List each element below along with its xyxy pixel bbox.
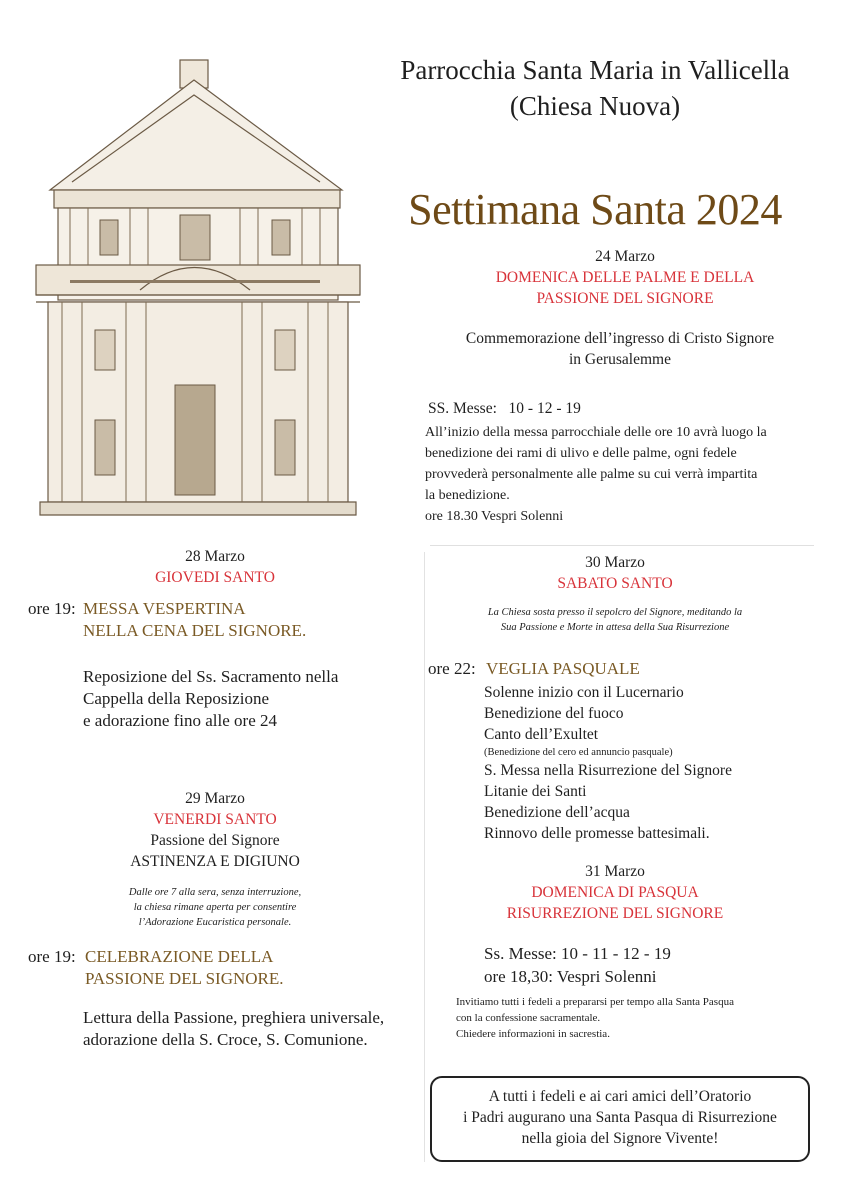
palm-sunday-subtitle [425, 328, 815, 370]
palm-sunday-name-2: PASSIONE DEL SIGNORE [536, 290, 714, 307]
good-friday-note-2: la chiesa rimane aperta per consentire [133, 902, 297, 913]
holy-thursday-date: 28 Marzo [185, 548, 245, 565]
holy-thursday-description [83, 666, 403, 732]
list-item: Benedizione dell’acqua [484, 804, 630, 821]
good-friday-desc-1: Lettura della Passione, preghiera universale, [83, 1008, 385, 1027]
greeting-line-1: A tutti i fedeli e ai cari amici dell’Oratorio [488, 1088, 752, 1105]
palm-sunday-desc-3: provvederà personalmente alle palme su cui verrà impartita [425, 467, 758, 482]
easter-name-2: RISURREZIONE DEL SIGNORE [506, 905, 724, 922]
easter-heading [430, 861, 800, 924]
vigil-program-list [484, 682, 814, 844]
holy-saturday-note-1: La Chiesa sosta presso il sepolcro del Signore, meditando la [487, 607, 743, 618]
palm-sunday-vespers: ore 18.30 Vespri Solenni [425, 509, 564, 524]
good-friday-name: VENERDI SANTO [153, 811, 277, 828]
palm-sunday-name-1: DOMENICA DELLE PALME E DELLA [495, 269, 755, 286]
good-friday-event [85, 946, 405, 990]
palm-sunday-desc-2: benedizione dei rami di ulivo e delle palme, ogni fedele [425, 446, 737, 461]
palm-sunday-subtitle-1: Commemorazione dell’ingresso di Cristo Signore [465, 330, 775, 347]
list-item: Litanie dei Santi [484, 783, 587, 800]
parish-header [360, 52, 830, 124]
greeting-line-2: i Padri augurano una Santa Pasqua di Risurrezione [463, 1109, 777, 1126]
holy-thursday-event-1: MESSA VESPERTINA [83, 599, 246, 618]
holy-thursday-desc-3: e adorazione fino alle ore 24 [83, 711, 277, 730]
easter-masses: Ss. Messe: 10 - 11 - 12 - 19 [484, 944, 671, 963]
holy-saturday-date: 30 Marzo [585, 554, 645, 571]
list-item-note: (Benedizione del cero ed annuncio pasquale) [484, 747, 673, 758]
holy-thursday-name: GIOVEDI SANTO [155, 569, 275, 586]
holy-thursday-event [83, 598, 403, 642]
holy-thursday-heading [60, 546, 370, 588]
holy-saturday-note-2: Sua Passione e Morte in attesa della Sua Risurrezione [500, 622, 730, 633]
greeting-box [430, 1076, 810, 1162]
holy-thursday-desc-2: Cappella della Reposizione [83, 689, 269, 708]
greeting-line-3: nella gioia del Signore Vivente! [521, 1130, 719, 1147]
good-friday-fast: ASTINENZA E DIGIUNO [130, 853, 300, 870]
holy-thursday-desc-1: Reposizione del Ss. Sacramento nella [83, 667, 339, 686]
holy-saturday-heading [430, 552, 800, 594]
parish-name: Parrocchia Santa Maria in Vallicella [400, 55, 790, 85]
good-friday-heading [60, 788, 370, 872]
easter-vespers: ore 18,30: Vespri Solenni [484, 967, 657, 986]
church-name: (Chiesa Nuova) [509, 91, 681, 121]
list-item: Solenne inizio con il Lucernario [484, 684, 684, 701]
divider-vertical [424, 552, 425, 1162]
church-facade-illustration [30, 40, 365, 530]
palm-sunday-description [425, 422, 825, 527]
holy-saturday-time: ore 22: [428, 659, 476, 678]
easter-note-1: Invitiamo tutti i fedeli a prepararsi per tempo alla Santa Pasqua [456, 996, 734, 1008]
good-friday-note-1: Dalle ore 7 alla sera, senza interruzione, [128, 887, 302, 898]
list-item: S. Messa nella Risurrezione del Signore [484, 762, 732, 779]
holy-thursday-time: ore 19: [28, 599, 76, 618]
good-friday-date: 29 Marzo [185, 790, 245, 807]
good-friday-note-3: l’Adorazione Eucaristica personale. [138, 917, 292, 928]
page-title: Settimana Santa 2024 [408, 185, 782, 234]
easter-note [456, 994, 816, 1042]
good-friday-event-2: PASSIONE DEL SIGNORE. [85, 969, 284, 988]
good-friday-event-1: CELEBRAZIONE DELLA [85, 947, 274, 966]
holy-saturday-event: VEGLIA PASQUALE [486, 659, 640, 678]
list-item: Canto dell’Exultet [484, 726, 599, 743]
easter-name-1: DOMENICA DI PASQUA [531, 884, 699, 901]
good-friday-description [83, 1007, 423, 1051]
good-friday-note [60, 885, 370, 930]
good-friday-desc-2: adorazione della S. Croce, S. Comunione. [83, 1030, 368, 1049]
holy-saturday-note [430, 605, 800, 635]
good-friday-time: ore 19: [28, 947, 76, 966]
palm-sunday-desc-4: la benedizione. [425, 488, 510, 503]
palm-sunday-desc-1: All’inizio della messa parrocchiale delle ore 10 avrà luogo la [425, 425, 767, 440]
easter-note-2: con la confessione sacramentale. [456, 1012, 601, 1024]
easter-date: 31 Marzo [585, 863, 645, 880]
palm-sunday-date: 24 Marzo [595, 248, 655, 265]
good-friday-subtitle: Passione del Signore [150, 832, 280, 849]
palm-sunday-subtitle-2: in Gerusalemme [568, 351, 671, 368]
palm-sunday-heading [440, 246, 810, 309]
divider-horizontal [430, 545, 814, 546]
holy-saturday-name: SABATO SANTO [557, 575, 673, 592]
list-item: Rinnovo delle promesse battesimali. [484, 825, 710, 842]
palm-sunday-masses: SS. Messe: 10 - 12 - 19 [428, 400, 581, 417]
holy-thursday-event-2: NELLA CENA DEL SIGNORE. [83, 621, 307, 640]
easter-note-3: Chiedere informazioni in sacrestia. [456, 1028, 610, 1040]
list-item: Benedizione del fuoco [484, 705, 624, 722]
